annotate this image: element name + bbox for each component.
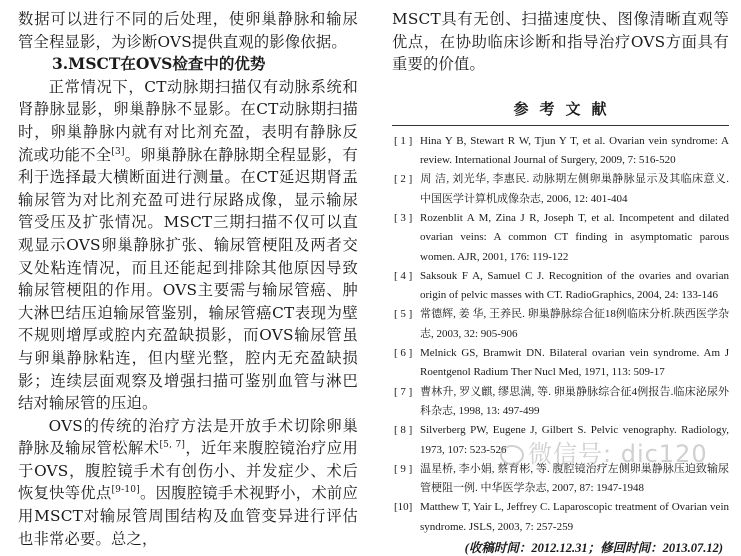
reference-number: [ 4 ]: [394, 269, 413, 282]
reference-item: [392, 170, 729, 209]
section-heading: 3.MSCT在OVS检查中的优势: [52, 54, 266, 74]
reference-text: 温星桥, 李小娟, 蔡育彬, 等. 腹腔镜治疗左侧卵巢静脉压迫致输尿管梗阻一例. 中华医学杂志, 2007, 87: 1947-1948: [420, 462, 729, 495]
citation: [9-10]: [111, 485, 140, 496]
reference-number: [ 6 ]: [394, 347, 413, 360]
reference-text: Hina Y B, Stewart R W, Tjun Y T, et al. Ovarian vein syndrome: A review. International Journal of Surgery, 2009, 7: 516-520: [420, 134, 729, 167]
paragraph-postprocessing: 数据可以进行不同的后处理，使卵巢静脉和输尿管全程显影，为诊断OVS提供直观的影像依据。: [18, 10, 358, 51]
reference-number: [ 7 ]: [394, 385, 413, 398]
reference-number: [10]: [394, 501, 413, 514]
citation: [5, 7]: [159, 440, 186, 451]
reference-item: [392, 132, 729, 171]
right-column: [392, 8, 729, 556]
paragraph-text: 。因腹腔镜手术视野小，术前应用MSCT对输尿管周围结构及血管变异进行评估也非常必要。总之，: [18, 484, 358, 548]
watermark-text: 微信号: dic120: [528, 440, 708, 468]
reference-number: [ 3 ]: [394, 211, 413, 224]
reference-item: [392, 421, 729, 460]
reference-text: Silverberg PW, Eugene J, Gilbert S. Pelvic venography. Radiology, 1973, 107: 523-526: [420, 424, 729, 456]
references-divider: [392, 125, 729, 126]
paragraph-text: 。卵巢静脉在静脉期全程显影，有利于选择最大横断面进行测量。在CT延迟期肾盂输尿管为对比剂充盈可进行尿路成像，显示输尿管受压及扩张情况。MSCT三期扫描不仅可以直观显示OVS卵巢静脉扩张、输尿管梗阻及两者交叉处粘连情况，而且还能起到排除其他原因导致输尿管梗阻的作用。OVS主要需与输尿管癌、肿大淋巴结压迫输尿管鉴别，输尿管癌CT表现为壁不规则增厚或腔内充盈缺损影，而OVS输尿管虽与卵巢静脉粘连，但内壁光整，腔内无充盈缺损影；连续层面观察及增强扫描可鉴别血管与淋巴结对输尿管的压迫。: [18, 145, 358, 413]
reference-text: Saksouk F A, Samuel C J. Recognition of the ovaries and ovarian origin of pelvic masses with CT. RadioGraphics, 2004, 24: 133-146: [420, 269, 729, 302]
paragraph-ct-advantages: [18, 76, 358, 415]
reference-text: Matthew T, Yair L, Jeffrey C. Laparoscopic treatment of Ovarian vein syndrome. JSLS, 2003, 7: 257-259: [420, 501, 729, 533]
reference-number: [ 1 ]: [394, 134, 413, 147]
reference-item: [392, 209, 729, 267]
reference-text: 周 洁, 刘光华, 李惠民. 动脉期左侧卵巢静脉显示及其临床意义. 中国医学计算机成像杂志, 2006, 12: 401-404: [420, 173, 729, 205]
paragraph-text: ，近年来腹腔镜治疗应用于OVS，腹腔镜手术有创伤小、并发症少、术后恢复快等优点: [18, 439, 358, 503]
paragraph-text: 正常情况下，CT动脉期扫描仅有动脉系统和肾静脉显影，卵巢静脉不显影。在CT动脉期扫描时，卵巢静脉内就有对比剂充盈，表明有静脉反流或功能不全: [18, 77, 358, 164]
reference-text: 曹林升, 罗义麒, 缪思满, 等. 卵巢静脉综合征4例报告.临床泌尿外科杂志, 1998, 13: 497-499: [420, 385, 729, 417]
reference-text: Melnick GS, Bramwit DN. Bilateral ovarian vein syndrome. Am J Roentgenol Radium Ther Nucl Med, 1971, 113: 509-17: [420, 347, 729, 379]
reference-number: [ 9 ]: [394, 462, 413, 475]
references-title: 参考文献: [513, 99, 618, 118]
references-list: [392, 132, 729, 537]
paragraph-treatment: [18, 415, 358, 551]
reference-item: [392, 305, 729, 344]
reference-number: [ 5 ]: [394, 308, 413, 321]
reference-number: [ 2 ]: [394, 173, 413, 186]
reference-item: [392, 267, 729, 306]
received-revised-dates: (收稿时间：2012.12.31；修回时间：2013.07.12): [464, 541, 723, 556]
reference-item: [392, 383, 729, 422]
paragraph-text: OVS的传统的治疗方法是开放手术切除卵巢静脉及输尿管松解术: [18, 416, 358, 458]
reference-text: 常德辉, 姜 华, 王养民. 卵巢静脉综合征18例临床分析.陕西医学杂志, 2003, 32: 905-906: [420, 308, 729, 340]
reference-item: [392, 498, 729, 537]
paragraph-conclusion: MSCT具有无创、扫描速度快、图像清晰直观等优点，在协助临床诊断和指导治疗OVS方面具有重要的价值。: [392, 10, 729, 74]
reference-number: [ 8 ]: [394, 424, 413, 437]
reference-text: Rozenblit A M, Zina J R, Joseph T, et al. Incompetent and dilated ovarian veins: A common CT finding in asymptomatic parous women. AJR, 2001, 176: 119-122: [420, 211, 729, 263]
citation: [3]: [111, 146, 125, 157]
left-column: [18, 8, 358, 550]
reference-item: [392, 460, 729, 499]
reference-item: [392, 344, 729, 383]
